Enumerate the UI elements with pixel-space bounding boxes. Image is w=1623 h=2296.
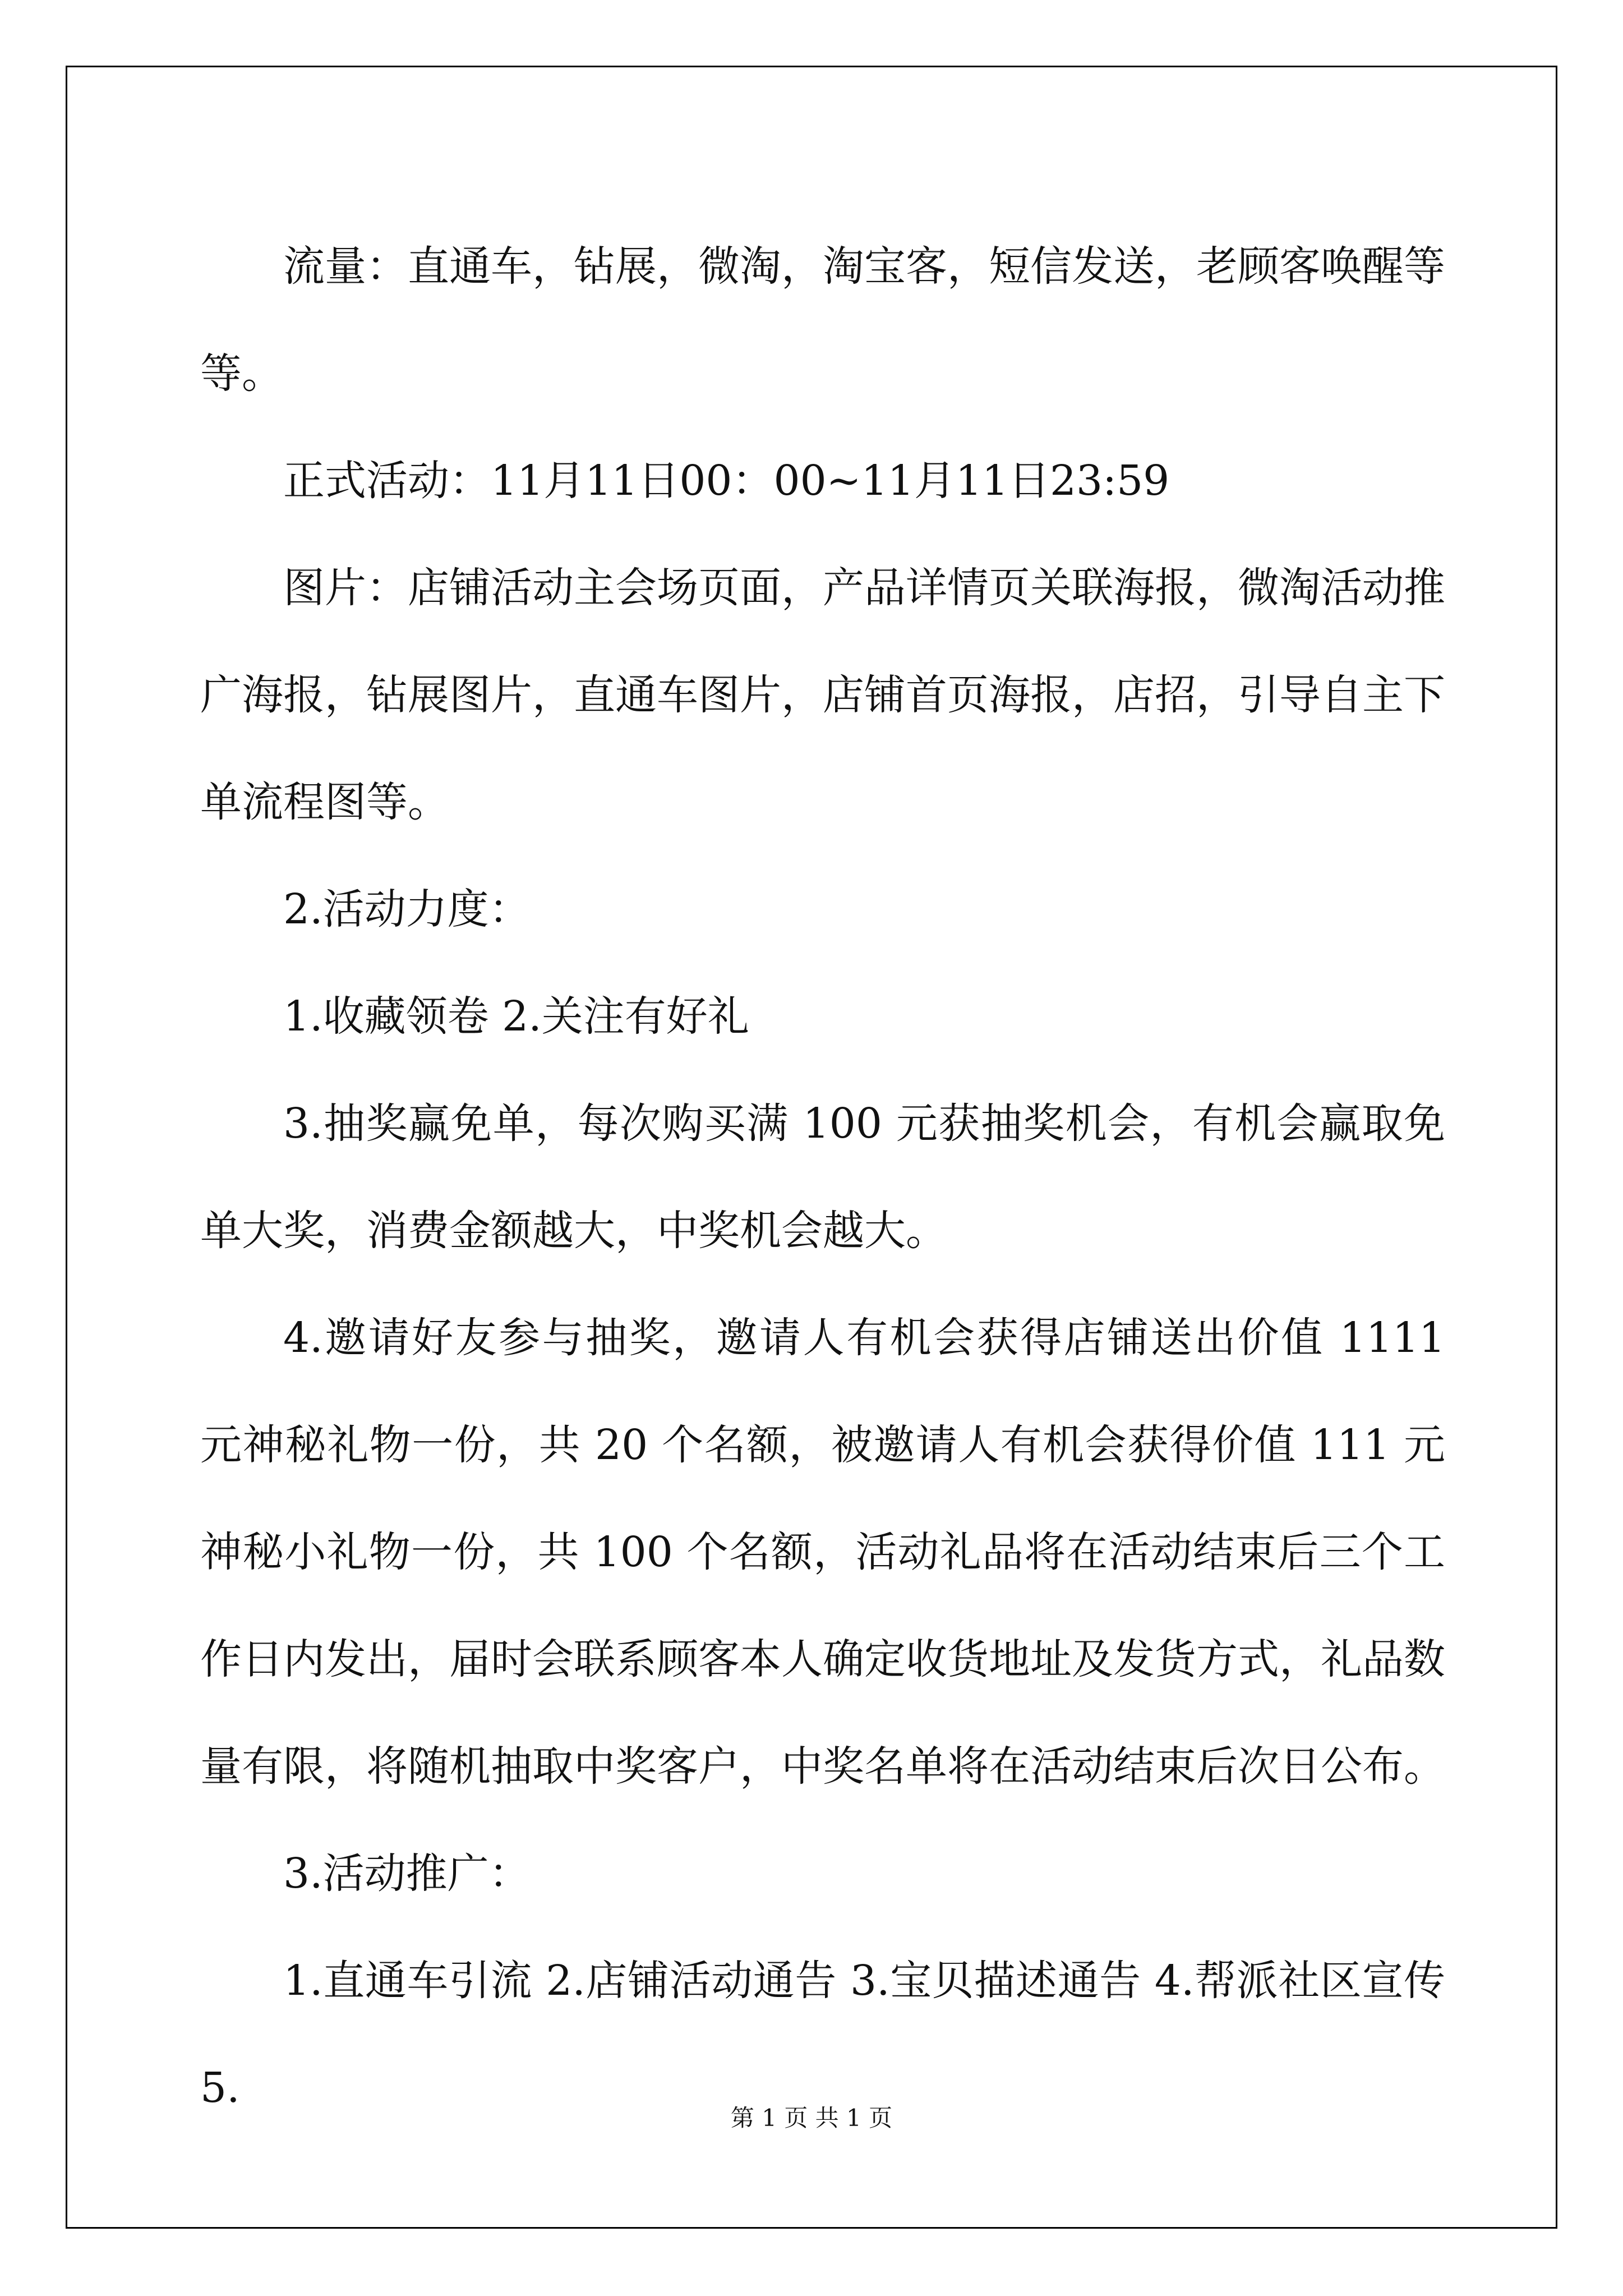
paragraph-traffic: 流量：直通车，钻展，微淘，淘宝客，短信发送，老顾客唤醒等等。 [200,242,1445,398]
paragraph-lottery: 3.抽奖赢免单，每次购买满 100 元获抽奖机会，有机会赢取免单大奖，消费金额越大，中奖机会越大。 [200,1099,1445,1255]
heading-activity-strength: 2.活动力度： [283,885,531,933]
paragraph-official-event: 正式活动：11月11日00：00~11月11日23:59 [283,457,1170,505]
paragraph-invite-friends: 4.邀请好友参与抽奖，邀请人有机会获得店铺送出价值 1111 元神秘礼物一份，共 20 个名额，被邀请人有机会获得价值 111 元神秘小礼物一份，共 100 个名额，活动礼品将在活动结束后三个工作日内发出，届时会联系顾客本人确定收货地址及发货方式，礼品数量有限，将随机抽取中奖客户，中奖名单将在活动结束后次日公布。 [200,1314,1445,1791]
paragraph-promotion-list: 1.直通车引流 2.店铺活动通告 3.宝贝描述通告 4.帮派社区宣传 5. [200,1957,1445,2112]
paragraph-images: 图片：店铺活动主会场页面，产品详情页关联海报，微淘活动推广海报，钻展图片，直通车图片，店铺首页海报，店招，引导自主下单流程图等。 [200,564,1445,826]
document-body [200,213,1445,2142]
heading-activity-promotion: 3.活动推广： [283,1849,531,1898]
paragraph-coupon-gift: 1.收藏领卷 2.关注有好礼 [283,992,749,1041]
page-footer: 第 1 页 共 1 页 [730,2104,893,2132]
